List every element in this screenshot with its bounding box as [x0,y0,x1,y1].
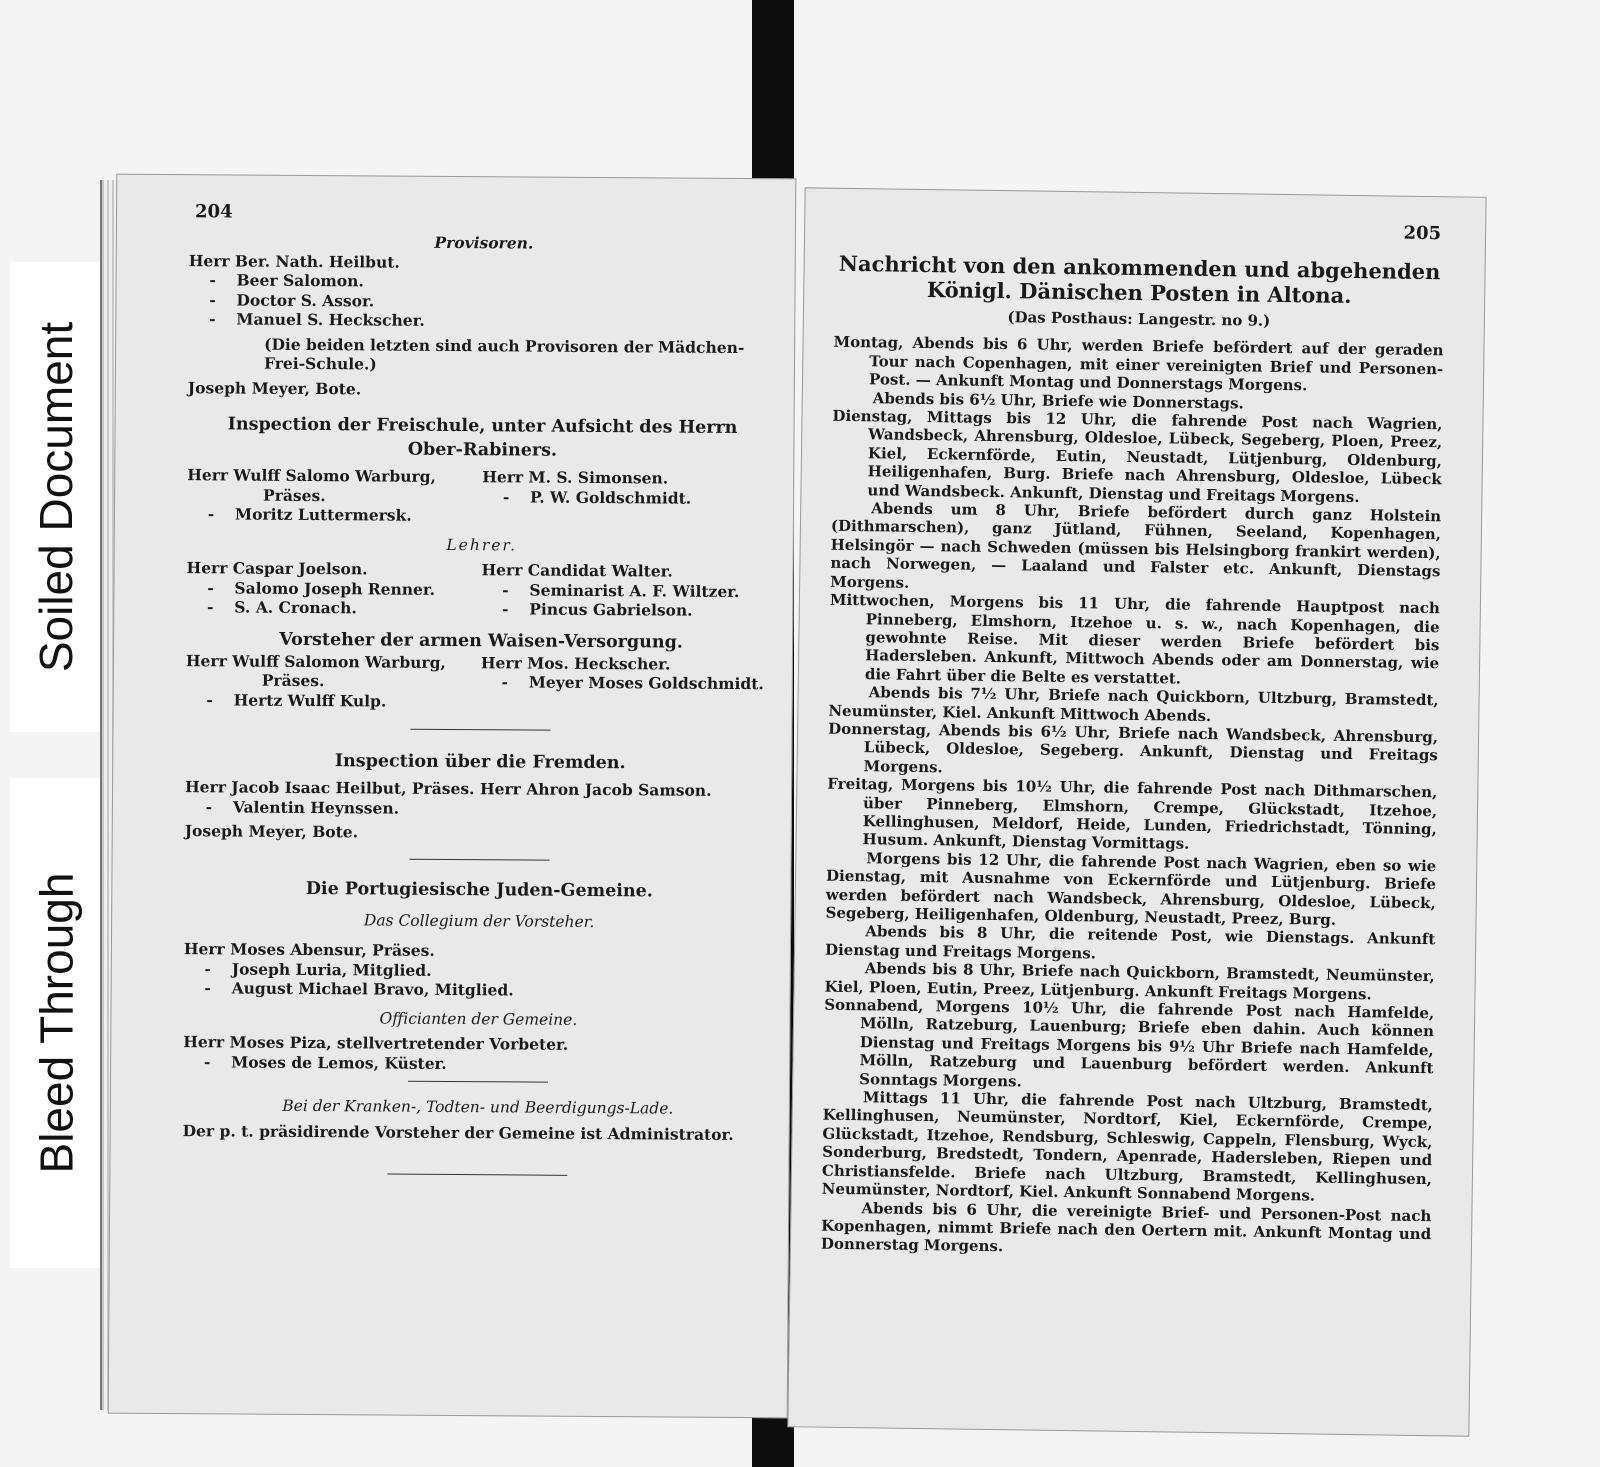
name-columns [186,651,776,714]
page-number: 204 [194,201,233,223]
left-page [108,174,797,1419]
person-line: - Meyer Moses Goldschmidt. [501,672,764,694]
person-line: - Salomo Joseph Renner. [207,577,436,599]
page-title: Nachricht von den ankommenden und abgehenden [838,250,1441,285]
person-line: - Valentin Heynssen. [205,796,400,818]
bleed-through-label: Bleed Through [10,778,102,1268]
schedule-sub: Mittags 11 Uhr, die fahrende Post nach Ultzburg, Bramstedt, Kellinghusen, Neumünster, Nordtorf, Kiel, Eckernförde, Crempe, Glückstadt, Itzehoe, Rendsburg, Schleswig, Cappeln, Flensburg, Wyck, Sonderburg, Bredstedt, Tondern, Apenrade, Hadersleben, Riepen und Christiansfelde. Briefe nach Ultzburg, Bramstedt, Kellinghusen, Neumünster, Nordtorf, Kiel. Ankunft Sonnabend Morgens. [821,1088,1434,1205]
person-line: - P. W. Goldschmidt. [502,486,692,508]
schedule-entry: Mittwochen, Morgens bis 11 Uhr, die fahrende Hauptpost nach Pinneberg, Elmshorn, Itzehoe u. s. w., nach Kopenhagen, die gewohnte Reise. Mit dieser werden Briefe befördert bis Hadersleben. Ankunft, Mittwoch Abends oder am Donnerstag, wie die Fahrt über die Belte es verstattet. [829,590,1440,688]
person-line: - Beer Salomon. [209,270,364,291]
person-line: - Doctor S. Assor. [209,289,375,310]
person-line: Herr Wulff Salomon Warburg, [185,650,446,672]
right-page-content [821,251,1445,1262]
person-line: Herr Jacob Isaac Heilbut, Präses. [184,777,475,799]
person-line: - Seminarist A. F. Wiltzer. [502,579,740,601]
person-line: - Manuel S. Heckscher. [209,309,425,330]
schedule-entry: Freitag, Morgens bis 10½ Uhr, die fahrende Post nach Dithmarschen, über Pinneberg, Elmshorn, Crempe, Glückstadt, Itzehoe, Kellinghusen, Meldorf, Heide, Lunden, Friedrichstadt, Tönning, Husum. Ankunft, Dienstag Vormittags. [827,774,1438,854]
administrator-line: Der p. t. präsidirende Vorsteher der Gemeine ist Administrator. [182,1120,734,1144]
person-line: - Joseph Luria, Mitglied. [204,958,432,980]
right-page [787,187,1486,1436]
page-title: Königl. Dänischen Posten in Altona. [926,277,1352,308]
name-columns [187,465,777,528]
person-line: - August Michael Bravo, Mitglied. [204,978,514,1000]
person-line: Herr Ahron Jacob Samson. [479,779,712,800]
page-subtitle: (Das Posthaus: Langestr. no 9.) [1007,308,1271,330]
name-columns [186,558,776,621]
section-heading: Bei der Kranken-, Todten- und Beerdigungs-Lade. [282,1096,674,1118]
schedule-entry: Montag, Abends bis 6 Uhr, werden Briefe befördert auf der geraden Tour nach Copenhagen, mit einer vereinigten Brief und Personen-Post. — Ankunft Montag und Donnerstags Morgens. [833,333,1444,395]
schedule-sub: Morgens bis 12 Uhr, die fahrende Post nach Wagrien, eben so wie Dienstag, mit Ausnahme von Eckernförde und Lütjenburg. Briefe werden befördert nach Wandsbeck, Ahrensburg, Oldesloe, Lübeck, Segeberg, Heiligenhafen, Oldenburg, Neustadt, Preez, Burg. [825,849,1437,929]
person-line: Joseph Meyer, Bote. [184,821,359,842]
person-line: Joseph Meyer, Bote. [187,377,362,398]
schedule-entry: Dienstag, Mittags bis 12 Uhr, die fahrende Post nach Wagrien, Wandsbeck, Ahrensburg, Oldesloe, Lübeck, Segeberg, Ploen, Preez, Kiel, Eckernförde, Eutin, Neustadt, Lütjenburg, Oldenburg, Heiligenhafen, Burg. Briefe nach Ahrensburg, Oldesloe, Lübeck und Wandsbeck. Ankunft, Dienstag und Freitags Morgens. [832,406,1443,506]
section-heading: Officianten der Gemeine. [379,1009,578,1029]
person-line: - Moritz Luttermersk. [207,504,412,525]
schedule-sub: Abends bis 6 Uhr, die vereinigte Brief- und Personen-Post nach Kopenhagen, nimmt Briefe nach den Oertern mit. Ankunft Montag und Donnerstag Morgens. [820,1198,1432,1256]
section-divider [410,729,550,731]
person-line: Herr Wulff Salomo Warburg, [187,465,436,486]
soiled-document-label: Soiled Document [10,262,102,732]
section-heading: Inspection der Freischule, unter Aufsicht des Herrn Ober-Rabiners. [227,414,738,461]
note: (Die beiden letzten sind auch Provisoren der Mädchen-Frei-Schule.) [263,334,745,374]
person-line: Präses. [263,485,326,505]
person-line: - Pincus Gabrielson. [502,599,693,620]
person-line: Herr Moses Piza, stellvertretender Vorbeter. [183,1032,569,1054]
end-divider [387,1174,567,1176]
schedule-sub: Abends bis 7½ Uhr, Briefe nach Quickborn, Ultzburg, Bramstedt, Neumünster, Kiel. Ankunft Mittwoch Abends. [828,683,1439,725]
schedule-sub: Abends bis 6½ Uhr, Briefe wie Donnerstags. [872,388,1244,413]
section-heading: Das Collegium der Vorsteher. [363,910,595,931]
section-heading: Inspection über die Fremden. [334,751,626,774]
section-heading: Vorsteher der armen Waisen-Versorgung. [279,629,684,653]
person-line: Herr Moses Abensur, Präses. [183,939,435,960]
schedule-sub: Abends bis 8 Uhr, die reitende Post, wie Dienstags. Ankunft Dienstag und Freitags Morgens. [824,922,1436,963]
person-line: - Hertz Wulff Kulp. [206,689,387,711]
person-line: - S. A. Cronach. [207,597,357,618]
person-line: Herr Mos. Heckscher. [480,652,671,674]
section-divider [410,858,550,860]
section-heading: Provisoren. [434,232,534,253]
person-line: Herr Caspar Joelson. [186,558,368,579]
left-page-content [182,231,779,1188]
schedule-entry: Sonnabend, Morgens 10½ Uhr, die fahrende Post nach Hamfelde, Mölln, Ratzeburg, Lauenburg; Briefe eben dahin. Auch können Dienstag und Freitags Morgens bis 9½ Uhr Briefe nach Hamfelde, Mölln, Ratzeburg und Lauenburg befördert werden. Ankunft Sonntags Morgens. [824,995,1435,1091]
person-line: Präses. [261,670,325,691]
person-line: Herr Ber. Nath. Heilbut. [188,250,400,272]
schedule-sub: Abends um 8 Uhr, Briefe befördert durch ganz Holstein (Dithmarschen), ganz Jütland, Fühnen, Seeland, Kopenhagen, Helsingör — nach Schweden (müssen bis Helsingborg frankirt werden), nach Norwegen, — Laaland und Falster etc. Ankunft, Dienstags Morgens. [830,499,1442,592]
schedule-sub: Abends bis 8 Uhr, Briefe nach Quickborn, Bramstedt, Neumünster, Kiel, Ploen, Eutin, Preez, Lütjenburg. Ankunft Freitags Morgens. [824,959,1435,1003]
schedule-entry: Donnerstag, Abends bis 6½ Uhr, Briefe nach Wandsbeck, Ahrensburg, Lübeck, Oldesloe, Segeberg. Ankunft, Dienstag und Freitags Morgens. [828,719,1439,777]
page-number: 205 [1403,222,1442,245]
section-heading: Lehrer. [446,535,518,554]
section-divider [408,1081,548,1083]
person-line: Herr Candidat Walter. [481,560,673,581]
person-line: Herr M. S. Simonsen. [482,467,669,488]
person-line: - Moses de Lemos, Küster. [203,1051,447,1073]
section-heading: Die Portugiesische Juden-Gemeine. [305,878,653,901]
name-columns [185,777,775,820]
